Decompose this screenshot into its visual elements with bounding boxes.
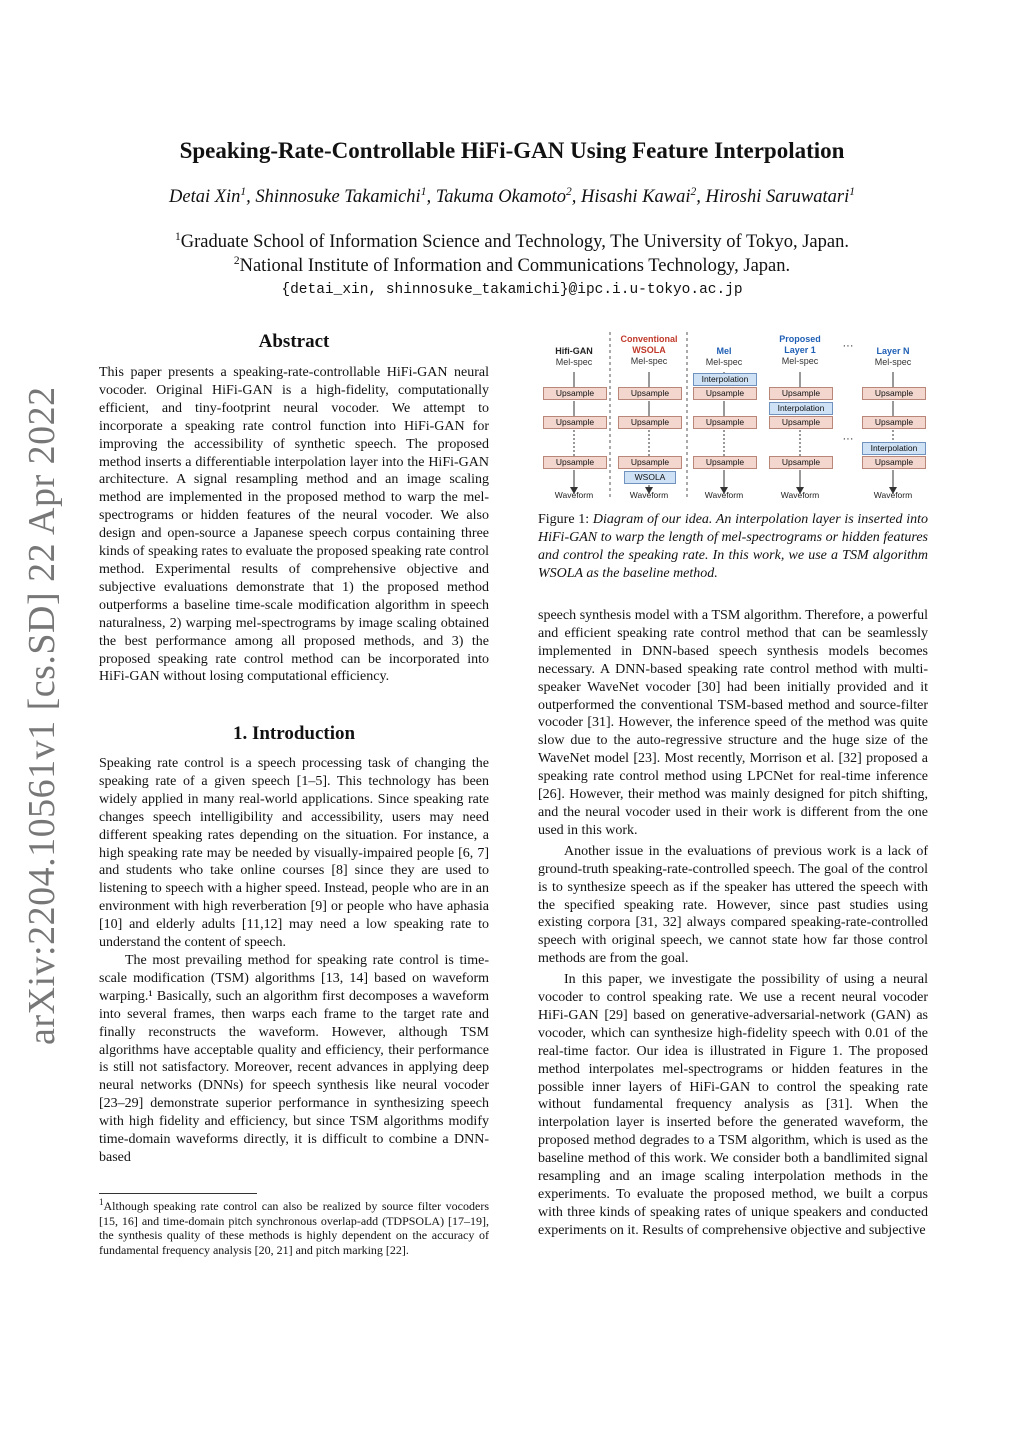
waveform-label: Waveform: [629, 490, 669, 500]
interpolation-block: Interpolation: [862, 442, 926, 455]
waveform-label: Waveform: [704, 490, 744, 500]
upsample-block: Upsample: [769, 416, 833, 429]
contact-email: {detai_xin, shinnosuke_takamichi}@ipc.i.u-tokyo.ac.jp: [281, 282, 743, 298]
abstract-body: This paper presents a speaking-rate-controllable HiFi-GAN neural vocoder. Original HiFi-GAN is a high-fidelity, computationally efficient, and tiny-footprint neural vocoder. We attempt to incorporate a speaking rate control function into HiFi-GAN for improving the accessibility of synthetic speech. The proposed method inserts a differentiable interpolation layer into the HiFi-GAN architecture. A signal resampling method and an image scaling method are implemented in the proposed method to warp the mel-spectrograms or hidden features of the neural vocoder. We also design and open-source a Japanese speech corpus containing three kinds of speaking rates to evaluate the proposed speaking rate control method. Experimental results of comprehensive objective and subjective evaluations demonstrate that 1) the proposed method outperforms a baseline time-scale modification algorithm in speech naturalness, 2) warping mel-spectrograms by image scaling obtained the best performance among all proposed methods, and 3) the proposed speaking rate control method can be incorporated into HiFi-GAN without losing computational efficiency.: [99, 365, 489, 685]
interpolation-block: Interpolation: [769, 402, 833, 415]
waveform-label: Waveform: [780, 490, 820, 500]
column-input-label: Mel-spec: [630, 356, 668, 366]
author-name: Hisashi Kawai: [581, 187, 691, 207]
caption-label: Figure 1:: [538, 512, 590, 527]
upsample-block: Upsample: [862, 387, 926, 400]
body-paragraph: speech synthesis model with a TSM algorithm. Therefore, a powerful and efficient speaking rate control method that can be seamlessly implemented in DNN-based speech synthesis models becomes necessary. A DNN-based speaking rate control method with multi-speaker WaveNet vocoder [30] had been initially provided and it outperformed the conventional TSM-based method and source-filter vocoder [31]. However, the inference speed of the method was quite slow due to the auto-regressive structure and the huge size of the WaveNet model [23]. Most recently, Morrison et al. [32] proposed a speaking rate control method using LPCNet for real-time inference [26]. However, their method was mainly designed for pitch shifting, and the neural vocoder used in their work is different from the one used in this work.: [538, 608, 928, 838]
column-input-label: Mel-spec: [555, 357, 593, 367]
upsample-block: Upsample: [618, 456, 682, 469]
body-paragraph: In this paper, we investigate the possibility of using a neural vocoder to control speaking rate. We use a recent neural vocoder HiFi-GAN [29] based on generative-adversarial-network (GAN) as vocoder, which can synthesize high-fidelity speech with 0.01 of the real-time factor. Our idea is illustrated in Figure 1. The proposed method interpolates mel-spectrograms or hidden features in the possible inner layers of HiFi-GAN to control the speaking rate without fundamental frequency analysis as [31]. When the interpolation layer is inserted before the generated waveform, the proposed method degrades to a TSM algorithm, which is used as the baseline method of this work. We consider both a bandlimited signal resampling and an image scaling interpolation methods in the experiments. To evaluate the proposed method, we built a corpus with three kinds of speaking rates of unique speakers and conducted experiments on it. Results of comprehensive objective and subjective: [538, 972, 928, 1238]
caption-text: Diagram of our idea. An interpolation layer is inserted into HiFi-GAN to warp the length of mel-spectrograms or hidden features and control the speaking rate. In this work, we use a TSM algorithm WSOLA as the baseline method.: [538, 512, 928, 581]
waveform-label: Waveform: [873, 490, 913, 500]
upsample-block: Upsample: [543, 387, 607, 400]
column-input-label: Mel-spec: [874, 357, 912, 367]
upsample-block: Upsample: [618, 387, 682, 400]
author-name: Detai Xin: [169, 187, 241, 207]
footnote-divider: [99, 1193, 257, 1194]
figure-1-diagram: [538, 330, 930, 510]
column-title: Layer N: [876, 346, 910, 356]
column-group-title: Proposed: [779, 334, 821, 344]
figure-column-layer-1: [769, 334, 831, 367]
ellipsis-mark: ···: [842, 433, 854, 445]
column-input-label: Mel-spec: [705, 357, 743, 367]
column-title: Mel: [716, 346, 732, 356]
author-affiliation-mark: 1: [240, 185, 247, 198]
abstract-heading: Abstract: [258, 331, 330, 352]
author-affiliation-mark: 1: [420, 185, 427, 198]
left-column: [99, 364, 489, 686]
author-name: Hiroshi Saruwatari: [705, 187, 850, 207]
author-name: Takuma Okamoto: [435, 187, 567, 207]
affiliation-mark: 2: [233, 254, 240, 267]
figure-column-layer-n: [862, 346, 924, 368]
affiliation-2: [0, 256, 1024, 277]
column-input-label: Mel-spec: [781, 356, 819, 366]
figure-column-wsola: [618, 334, 680, 367]
author-affiliation-mark: 2: [690, 185, 697, 198]
column-group-title: Conventional: [620, 334, 678, 344]
intro-paragraph: Speaking rate control is a speech processing task of changing the speaking rate of a given speech [1–5]. This technology has been widely applied in many real-world applications. Since speaking rate changes speech intelligibility and accessibility, users may need different speaking rates depending on the situation. For instance, a high speaking rate may be needed by visually-impaired people [6, 7] and students who take online courses [8] since they are used to listening to speech with a higher speed. Instead, people who are in an environment with high reverberation [9] or people who have aphasia [10] and elderly adults [11,12] may need a low speaking rate to understand the content of speech.: [99, 756, 489, 951]
introduction-body: [99, 755, 489, 1167]
intro-paragraph: The most prevailing method for speaking rate control is time-scale modification (TSM) algorithms [13, 14] based on waveform warping.¹ Basically, such an algorithm first decomposes a waveform into several frames, then warps each frame to the target rate and finally reconstructs the waveform. However, although TSM algorithms have acceptable quality and efficiency, their performance is still not satisfactory. Moreover, recent advances in applying deep neural networks (DNNs) for speech synthesis like neural vocoder [23–29] demonstrate superior performance in synthesizing speech with high fidelity and efficiency, but since TSM algorithms modify time-domain waveforms directly, it is difficult to combine a DNN-based: [99, 952, 489, 1165]
column-title: Layer 1: [784, 345, 816, 355]
body-paragraph: Another issue in the evaluations of previous work is a lack of ground-truth speaking-rate-controlled speech. The goal of the control is to synthesize speech as if the speaker has uttered the speech with the specified speaking rate. However, since past studies using existing corpora [31, 32] always compared speaking-rate-controlled speech with original speech, we cannot state how far those control methods are from the goal.: [538, 843, 928, 967]
figure-1-caption: [538, 511, 928, 583]
footnote-mark: 1: [99, 1197, 104, 1207]
ellipsis-mark: ···: [842, 340, 854, 352]
interpolation-block: Interpolation: [693, 373, 757, 386]
footnote: [99, 1199, 489, 1257]
figure-column-hifigan: [543, 346, 605, 368]
upsample-block: Upsample: [543, 456, 607, 469]
paper-title: Speaking-Rate-Controllable HiFi-GAN Using Feature Interpolation: [179, 138, 845, 163]
column-title: Hifi-GAN: [555, 346, 593, 356]
waveform-label: Waveform: [554, 490, 594, 500]
upsample-block: Upsample: [693, 456, 757, 469]
arxiv-identifier-stamp: arXiv:2204.10561v1 [cs.SD] 22 Apr 2022: [21, 386, 63, 1045]
introduction-heading: 1. Introduction: [232, 723, 356, 744]
affiliation-mark: 1: [175, 230, 181, 243]
upsample-block: Upsample: [769, 387, 833, 400]
upsample-block: Upsample: [693, 387, 757, 400]
author-name: Shinnosuke Takamichi: [255, 187, 421, 207]
upsample-block: Upsample: [543, 416, 607, 429]
affiliation-text: National Institute of Information and Communications Technology, Japan.: [239, 256, 791, 276]
column-title: WSOLA: [632, 345, 666, 355]
wsola-block: WSOLA: [624, 471, 676, 484]
upsample-block: Upsample: [862, 416, 926, 429]
footnote-text: Although speaking rate control can also be realized by source filter vocoders [15, 16] and time-domain pitch synchronous overlap-add (TDPSOLA) [17–19], the synthesis quality of these methods is highly dependent on the accuracy of fundamental frequency analysis [20, 21] and pitch marking [22].: [99, 1199, 489, 1257]
author-affiliation-mark: 1: [849, 185, 855, 198]
figure-column-mel: [693, 346, 755, 368]
affiliation-1: [0, 232, 1024, 253]
affiliation-text: Graduate School of Information Science and Technology, The University of Tokyo, Japan.: [180, 232, 849, 252]
author-list: Detai Xin$^1$, Shinnosuke Takamichi$^1$, Takuma Okamoto$^2$, Hisashi Kawai$^2$, Hiroshi Saruwatari$^1$: [169, 185, 855, 207]
upsample-block: Upsample: [862, 456, 926, 469]
upsample-block: Upsample: [769, 456, 833, 469]
author-affiliation-mark: 2: [566, 185, 572, 198]
upsample-block: Upsample: [618, 416, 682, 429]
upsample-block: Upsample: [693, 416, 757, 429]
right-column: [538, 607, 928, 1240]
